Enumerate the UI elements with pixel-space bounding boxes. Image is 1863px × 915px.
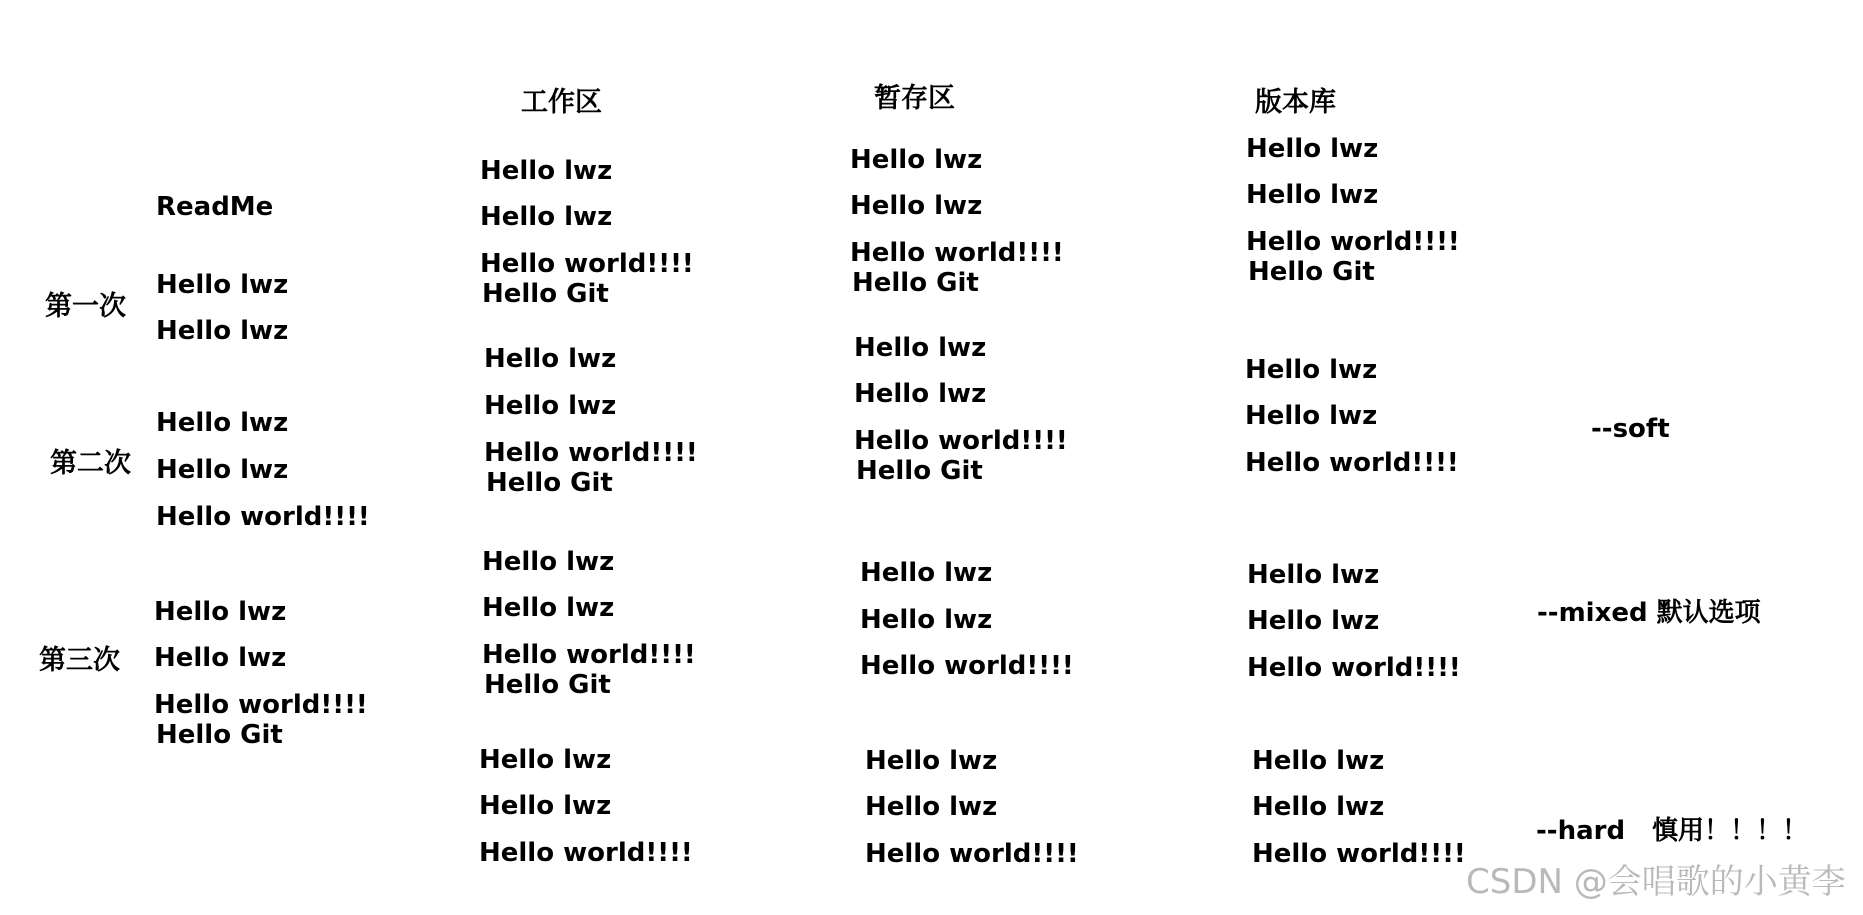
repository-second-line: Hello lwz [1245, 401, 1378, 431]
workspace-first-line: Hello lwz [480, 156, 613, 186]
repository-second-line: Hello world!!!! [1245, 448, 1459, 478]
workspace-soft-line: Hello lwz [482, 547, 615, 577]
staging-mixed-line: Hello lwz [860, 605, 993, 635]
readme-first-line: Hello lwz [156, 270, 289, 300]
workspace-soft-line: Hello Git [484, 670, 611, 700]
staging-hard-line: Hello world!!!! [865, 839, 1079, 869]
workspace-first-line: Hello lwz [480, 202, 613, 232]
workspace-second-line: Hello Git [486, 468, 613, 498]
row-label-third: 第三次 [39, 645, 120, 676]
workspace-hard-line: Hello world!!!! [479, 838, 693, 868]
workspace-first-line: Hello Git [482, 279, 609, 309]
repository-first-line: Hello lwz [1246, 134, 1379, 164]
row-label-first: 第一次 [45, 291, 126, 322]
repository-first-line: Hello lwz [1246, 180, 1379, 210]
repository-hard-line: Hello lwz [1252, 746, 1385, 776]
staging-second-line: Hello Git [856, 456, 983, 486]
header-workspace: 工作区 [521, 87, 602, 118]
header-staging: 暂存区 [874, 83, 955, 114]
staging-first-line: Hello lwz [850, 191, 983, 221]
staging-hard-line: Hello lwz [865, 792, 998, 822]
workspace-second-line: Hello lwz [484, 391, 617, 421]
staging-mixed-line: Hello lwz [860, 558, 993, 588]
readme-second-line: Hello lwz [156, 455, 289, 485]
staging-second-line: Hello lwz [854, 333, 987, 363]
workspace-second-line: Hello lwz [484, 344, 617, 374]
repository-second-line: Hello lwz [1245, 355, 1378, 385]
option-hard: --hard [1536, 816, 1626, 846]
staging-hard-line: Hello lwz [865, 746, 998, 776]
readme-third-line: Hello lwz [154, 643, 287, 673]
readme-third-line: Hello lwz [154, 597, 287, 627]
repository-hard-line: Hello lwz [1252, 792, 1385, 822]
staging-mixed-line: Hello world!!!! [860, 651, 1074, 681]
csdn-watermark: CSDN @会唱歌的小黄李 [1466, 862, 1846, 902]
repository-first-line: Hello world!!!! [1246, 227, 1460, 257]
staging-first-line: Hello world!!!! [850, 238, 1064, 268]
staging-first-line: Hello lwz [850, 145, 983, 175]
option-soft: --soft [1591, 414, 1670, 444]
repository-first-line: Hello Git [1248, 257, 1375, 287]
workspace-hard-line: Hello lwz [479, 791, 612, 821]
workspace-first-line: Hello world!!!! [480, 249, 694, 279]
staging-second-line: Hello world!!!! [854, 426, 1068, 456]
repository-mixed-line: Hello lwz [1247, 560, 1380, 590]
staging-second-line: Hello lwz [854, 379, 987, 409]
workspace-soft-line: Hello lwz [482, 593, 615, 623]
readme-third-line: Hello Git [156, 720, 283, 750]
readme-first-line: Hello lwz [156, 316, 289, 346]
readme-second-line: Hello world!!!! [156, 502, 370, 532]
readme-second-line: Hello lwz [156, 408, 289, 438]
readme-third-line: Hello world!!!! [154, 690, 368, 720]
option-hard-warning: 慎用！！！！ [1652, 816, 1809, 846]
staging-first-line: Hello Git [852, 268, 979, 298]
repository-mixed-line: Hello world!!!! [1247, 653, 1461, 683]
repository-mixed-line: Hello lwz [1247, 606, 1380, 636]
workspace-soft-line: Hello world!!!! [482, 640, 696, 670]
option-mixed: --mixed 默认选项 [1537, 598, 1761, 628]
readme-label: ReadMe [156, 192, 274, 222]
row-label-second: 第二次 [50, 448, 131, 479]
repository-hard-line: Hello world!!!! [1252, 839, 1466, 869]
workspace-second-line: Hello world!!!! [484, 438, 698, 468]
workspace-hard-line: Hello lwz [479, 745, 612, 775]
header-repository: 版本库 [1255, 87, 1336, 118]
